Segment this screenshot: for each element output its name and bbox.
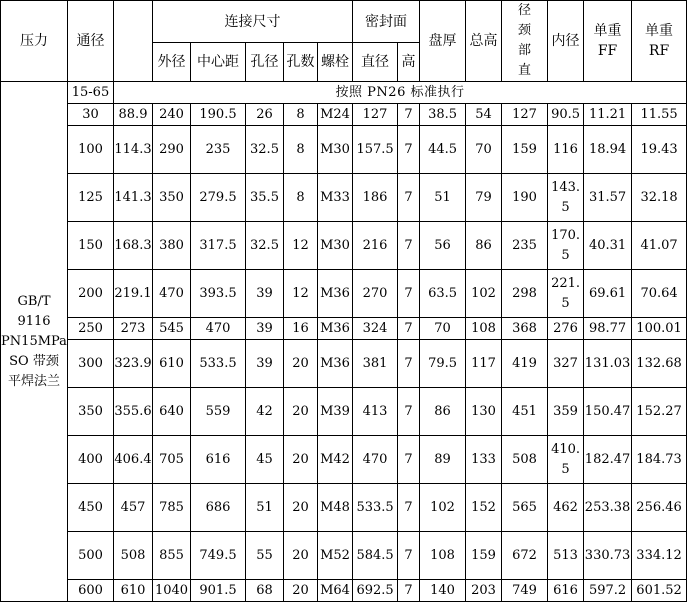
- cell-neck-dia: 159: [502, 126, 548, 174]
- header-total-height: 总高: [466, 1, 502, 82]
- cell-disc-thickness: 44.5: [420, 126, 466, 174]
- cell-hole-dia: 39: [246, 340, 284, 388]
- cell-weight-ff: 40.31: [584, 222, 632, 270]
- cell-bolt-circle: 317.5: [191, 222, 246, 270]
- cell-hole-count: 20: [284, 388, 318, 436]
- cell-weight-ff: 11.21: [584, 104, 632, 126]
- cell-disc-thickness: 63.5: [420, 270, 466, 318]
- cell-bolt-circle: 393.5: [191, 270, 246, 318]
- table-row: [1, 270, 687, 318]
- cell-bolt: M33: [318, 174, 353, 222]
- table-row: [1, 104, 687, 126]
- cell-disc-thickness: 102: [420, 484, 466, 532]
- table-row: [1, 318, 687, 340]
- cell-weight-ff: 131.03: [584, 340, 632, 388]
- cell-outer-dia: 1040: [153, 580, 191, 602]
- cell-seal-dia: 157.5: [353, 126, 398, 174]
- cell-seal-height: 7: [398, 318, 420, 340]
- cell-weight-ff: 69.61: [584, 270, 632, 318]
- cell-neck-dia: 672: [502, 532, 548, 580]
- cell-outer-dia: 545: [153, 318, 191, 340]
- cell-inner-dia: 116: [548, 126, 584, 174]
- cell-bolt: M36: [318, 340, 353, 388]
- cell-total-height: 203: [466, 580, 502, 602]
- cell-disc-thickness: 38.5: [420, 104, 466, 126]
- header-hole-count: 孔数: [284, 43, 318, 82]
- header-disc-thickness: 盘厚: [420, 1, 466, 82]
- cell-hole-dia: 35.5: [246, 174, 284, 222]
- cell-neck-dia: 235: [502, 222, 548, 270]
- cell-inner-dia: 221.5: [548, 270, 584, 318]
- cell-dn: 300: [68, 340, 114, 388]
- cell-seal-height: 7: [398, 174, 420, 222]
- cell-bolt-circle: 749.5: [191, 532, 246, 580]
- table-row: [1, 484, 687, 532]
- cell-weight-rf: 152.27: [632, 388, 687, 436]
- cell-total-height: 79: [466, 174, 502, 222]
- header-row-1: [1, 1, 687, 43]
- cell-seal-height: 7: [398, 388, 420, 436]
- cell-disc-thickness: 56: [420, 222, 466, 270]
- cell-weight-rf: 334.12: [632, 532, 687, 580]
- cell-weight-ff: 18.94: [584, 126, 632, 174]
- cell-inner-dia: 170.5: [548, 222, 584, 270]
- cell-inner-dia: 616: [548, 580, 584, 602]
- cell-seal-dia: 413: [353, 388, 398, 436]
- table-row: [1, 126, 687, 174]
- cell-seal-dia: 533.5: [353, 484, 398, 532]
- standard-line: SO 带颈: [9, 353, 59, 369]
- cell-weight-rf: 32.18: [632, 174, 687, 222]
- neck-char-1: 颈: [518, 23, 532, 38]
- cell-inner-dia: 143.5: [548, 174, 584, 222]
- cell-weight-rf: 19.43: [632, 126, 687, 174]
- cell-seal-dia: 216: [353, 222, 398, 270]
- cell-hole-dia: 51: [246, 484, 284, 532]
- cell-outer-dia: 350: [153, 174, 191, 222]
- cell-disc-thickness: 51: [420, 174, 466, 222]
- cell-dn: 100: [68, 126, 114, 174]
- cell-weight-ff: 31.57: [584, 174, 632, 222]
- table-row: [1, 222, 687, 270]
- cell-total-height: 54: [466, 104, 502, 126]
- cell-neck-dia: 298: [502, 270, 548, 318]
- cell-bolt: M64: [318, 580, 353, 602]
- cell-hole-count: 20: [284, 484, 318, 532]
- cell-bolt: M52: [318, 532, 353, 580]
- cell-pipe-od: 219.1: [114, 270, 153, 318]
- cell-hole-dia: 32.5: [246, 126, 284, 174]
- cell-dn: 30: [68, 104, 114, 126]
- cell-pipe-od: 406.4: [114, 436, 153, 484]
- cell-bolt: M30: [318, 222, 353, 270]
- cell-hole-count: 8: [284, 174, 318, 222]
- cell-total-height: 70: [466, 126, 502, 174]
- cell-inner-dia: 276: [548, 318, 584, 340]
- header-bolt: 螺栓: [318, 43, 353, 82]
- note-text: 按照 PN26 标准执行: [114, 82, 687, 104]
- cell-bolt: M24: [318, 104, 353, 126]
- cell-bolt-circle: 559: [191, 388, 246, 436]
- cell-seal-dia: 186: [353, 174, 398, 222]
- cell-dn: 250: [68, 318, 114, 340]
- standard-line: 平焊法兰: [7, 373, 60, 389]
- table-row: [1, 174, 687, 222]
- cell-weight-rf: 601.52: [632, 580, 687, 602]
- cell-pipe-od: 508: [114, 532, 153, 580]
- header-weight-rf: [632, 1, 687, 82]
- cell-seal-height: 7: [398, 126, 420, 174]
- cell-bolt-circle: 235: [191, 126, 246, 174]
- standard-line: GB/T: [17, 293, 51, 309]
- cell-pipe-od: 273: [114, 318, 153, 340]
- cell-dn: 150: [68, 222, 114, 270]
- cell-bolt: M36: [318, 270, 353, 318]
- cell-bolt-circle: 533.5: [191, 340, 246, 388]
- cell-total-height: 86: [466, 222, 502, 270]
- neck-char-0: 径: [518, 3, 532, 18]
- cell-inner-dia: 462: [548, 484, 584, 532]
- cell-bolt-circle: 901.5: [191, 580, 246, 602]
- cell-seal-height: 7: [398, 532, 420, 580]
- cell-dn: 200: [68, 270, 114, 318]
- cell-bolt-circle: 616: [191, 436, 246, 484]
- cell-weight-ff: 597.2: [584, 580, 632, 602]
- cell-weight-rf: 132.68: [632, 340, 687, 388]
- table-row: [1, 532, 687, 580]
- cell-weight-ff: 330.73: [584, 532, 632, 580]
- header-connection: 连接尺寸: [153, 1, 353, 43]
- standard-line: PN15MPa: [1, 333, 67, 349]
- cell-neck-dia: 419: [502, 340, 548, 388]
- cell-seal-height: 7: [398, 436, 420, 484]
- weight-rf-label: 单重: [645, 23, 674, 39]
- cell-weight-rf: 256.46: [632, 484, 687, 532]
- cell-hole-count: 12: [284, 270, 318, 318]
- cell-dn: 500: [68, 532, 114, 580]
- header-seal-dia: 直径: [353, 43, 398, 82]
- cell-seal-height: 7: [398, 484, 420, 532]
- cell-total-height: 152: [466, 484, 502, 532]
- cell-hole-count: 20: [284, 340, 318, 388]
- cell-bolt-circle: 190.5: [191, 104, 246, 126]
- cell-inner-dia: 90.5: [548, 104, 584, 126]
- cell-neck-dia: 508: [502, 436, 548, 484]
- cell-hole-count: 8: [284, 126, 318, 174]
- cell-outer-dia: 380: [153, 222, 191, 270]
- header-pipe-od: [114, 1, 153, 82]
- cell-seal-dia: 470: [353, 436, 398, 484]
- cell-total-height: 133: [466, 436, 502, 484]
- cell-bolt: M36: [318, 318, 353, 340]
- cell-dn: 350: [68, 388, 114, 436]
- cell-hole-count: 20: [284, 580, 318, 602]
- cell-bolt: M42: [318, 436, 353, 484]
- cell-seal-dia: 324: [353, 318, 398, 340]
- table-row: [1, 340, 687, 388]
- cell-hole-dia: 45: [246, 436, 284, 484]
- cell-outer-dia: 610: [153, 340, 191, 388]
- cell-hole-dia: 39: [246, 270, 284, 318]
- cell-outer-dia: 240: [153, 104, 191, 126]
- cell-dn: 400: [68, 436, 114, 484]
- cell-inner-dia: 327: [548, 340, 584, 388]
- cell-total-height: 159: [466, 532, 502, 580]
- cell-total-height: 102: [466, 270, 502, 318]
- cell-outer-dia: 705: [153, 436, 191, 484]
- weight-ff-label: 单重: [593, 23, 622, 39]
- cell-neck-dia: 451: [502, 388, 548, 436]
- cell-seal-dia: 381: [353, 340, 398, 388]
- cell-disc-thickness: 89: [420, 436, 466, 484]
- cell-neck-dia: 368: [502, 318, 548, 340]
- cell-seal-height: 7: [398, 222, 420, 270]
- cell-hole-count: 12: [284, 222, 318, 270]
- cell-pipe-od: 168.3: [114, 222, 153, 270]
- cell-disc-thickness: 70: [420, 318, 466, 340]
- cell-bolt: M30: [318, 126, 353, 174]
- cell-outer-dia: 640: [153, 388, 191, 436]
- cell-dn: 450: [68, 484, 114, 532]
- cell-weight-ff: 98.77: [584, 318, 632, 340]
- cell-weight-rf: 70.64: [632, 270, 687, 318]
- cell-bolt: M48: [318, 484, 353, 532]
- cell-neck-dia: 190: [502, 174, 548, 222]
- cell-disc-thickness: 86: [420, 388, 466, 436]
- cell-hole-count: 8: [284, 104, 318, 126]
- header-inner-diameter: 内径: [548, 1, 584, 82]
- cell-total-height: 108: [466, 318, 502, 340]
- cell-seal-dia: 127: [353, 104, 398, 126]
- cell-bolt-circle: 686: [191, 484, 246, 532]
- header-bolt-circle: 中心距: [191, 43, 246, 82]
- cell-weight-ff: 253.38: [584, 484, 632, 532]
- cell-hole-count: 16: [284, 318, 318, 340]
- cell-disc-thickness: 140: [420, 580, 466, 602]
- cell-pipe-od: 355.6: [114, 388, 153, 436]
- cell-disc-thickness: 79.5: [420, 340, 466, 388]
- header-sealing-face: 密封面: [353, 1, 420, 43]
- header-nominal: 通径: [68, 1, 114, 82]
- cell-disc-thickness: 108: [420, 532, 466, 580]
- cell-weight-rf: 100.01: [632, 318, 687, 340]
- header-neck-diameter: [502, 1, 548, 82]
- cell-neck-dia: 749: [502, 580, 548, 602]
- cell-outer-dia: 785: [153, 484, 191, 532]
- cell-seal-height: 7: [398, 270, 420, 318]
- cell-inner-dia: 513: [548, 532, 584, 580]
- weight-ff-unit: FF: [597, 43, 618, 59]
- cell-pipe-od: 141.3: [114, 174, 153, 222]
- neck-char-2: 部: [518, 43, 532, 58]
- header-pressure: 压力: [1, 1, 68, 82]
- cell-seal-dia: 584.5: [353, 532, 398, 580]
- cell-seal-height: 7: [398, 340, 420, 388]
- cell-hole-dia: 55: [246, 532, 284, 580]
- cell-inner-dia: 359: [548, 388, 584, 436]
- cell-bolt-circle: 279.5: [191, 174, 246, 222]
- cell-hole-dia: 68: [246, 580, 284, 602]
- cell-weight-rf: 11.55: [632, 104, 687, 126]
- cell-seal-dia: 692.5: [353, 580, 398, 602]
- cell-outer-dia: 855: [153, 532, 191, 580]
- cell-hole-dia: 26: [246, 104, 284, 126]
- cell-pipe-od: 88.9: [114, 104, 153, 126]
- cell-hole-dia: 42: [246, 388, 284, 436]
- cell-bolt: M39: [318, 388, 353, 436]
- cell-seal-dia: 270: [353, 270, 398, 318]
- cell-weight-ff: 182.47: [584, 436, 632, 484]
- cell-pipe-od: 323.9: [114, 340, 153, 388]
- weight-rf-unit: RF: [648, 43, 670, 59]
- header-seal-height: 高: [398, 43, 420, 82]
- table-row: [1, 436, 687, 484]
- cell-hole-count: 20: [284, 532, 318, 580]
- neck-char-3: 直: [518, 63, 532, 78]
- header-weight-ff: [584, 1, 632, 82]
- note-row: [1, 82, 687, 104]
- standard-line: 9116: [17, 313, 51, 329]
- cell-bolt-circle: 470: [191, 318, 246, 340]
- table-row: [1, 388, 687, 436]
- cell-pipe-od: 457: [114, 484, 153, 532]
- cell-pipe-od: 610: [114, 580, 153, 602]
- cell-inner-dia: 410.5: [548, 436, 584, 484]
- cell-weight-rf: 184.73: [632, 436, 687, 484]
- cell-outer-dia: 470: [153, 270, 191, 318]
- cell-hole-count: 20: [284, 436, 318, 484]
- cell-neck-dia: 565: [502, 484, 548, 532]
- cell-dn: 125: [68, 174, 114, 222]
- cell-seal-height: 7: [398, 104, 420, 126]
- cell-total-height: 130: [466, 388, 502, 436]
- cell-weight-ff: 150.47: [584, 388, 632, 436]
- header-hole-dia: 孔径: [246, 43, 284, 82]
- cell-dn: 600: [68, 580, 114, 602]
- cell-hole-dia: 39: [246, 318, 284, 340]
- cell-weight-rf: 41.07: [632, 222, 687, 270]
- cell-pipe-od: 114.3: [114, 126, 153, 174]
- note-dn: 15-65: [68, 82, 114, 104]
- cell-seal-height: 7: [398, 580, 420, 602]
- header-outer-dia: 外径: [153, 43, 191, 82]
- cell-neck-dia: 127: [502, 104, 548, 126]
- cell-total-height: 117: [466, 340, 502, 388]
- cell-outer-dia: 290: [153, 126, 191, 174]
- standard-label: [1, 82, 68, 602]
- cell-hole-dia: 32.5: [246, 222, 284, 270]
